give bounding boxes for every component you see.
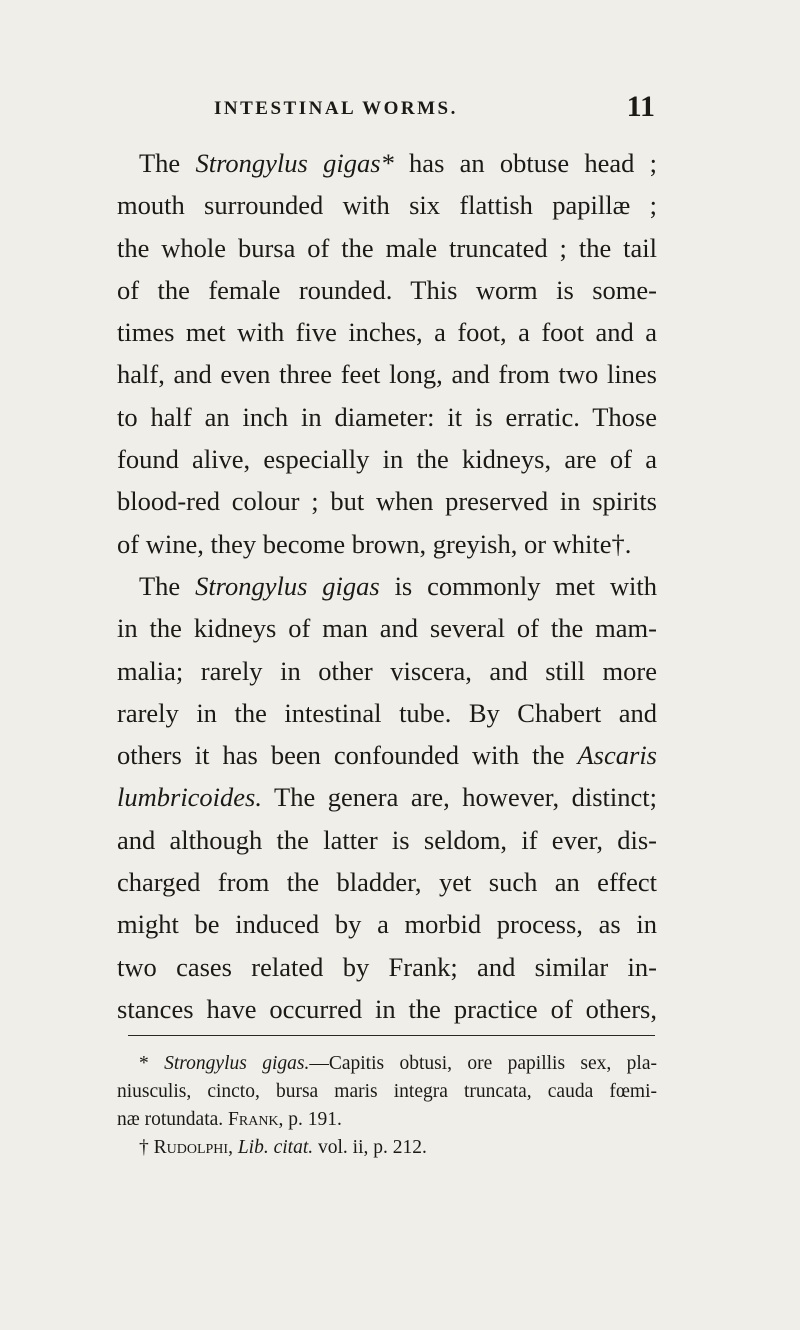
paragraph-1 — [117, 142, 657, 565]
italic-term: Strongylus gigas* — [195, 148, 394, 178]
text-line: The Strongylus gigas is commonly met with — [139, 570, 657, 601]
text-line: blood-red colour ; but when preserved in spirits — [117, 486, 657, 517]
italic-term: Lib. citat. — [232, 1137, 314, 1158]
body-text — [117, 142, 657, 1030]
text-line: times met with five inches, a foot, a foot and a — [117, 317, 657, 348]
italic-term: Ascaris — [577, 740, 657, 771]
text-line: might be induced by a morbid process, as in — [117, 909, 657, 940]
footnote-2-line: † Rudolphi, Lib. citat. vol. ii, p. 212. — [139, 1137, 427, 1158]
text-line: and although the latter is seldom, if ever, dis- — [117, 824, 657, 855]
text-line: stances have occurred in the practice of others, — [117, 993, 657, 1024]
text-line: mouth surrounded with six flattish papillæ ; — [117, 190, 657, 221]
running-title: INTESTINAL WORMS. — [214, 98, 458, 119]
page-number: 11 — [626, 90, 655, 123]
text-line: malia; rarely in other viscera, and still more — [117, 655, 657, 686]
footnote-mark: * — [139, 1053, 165, 1074]
text-line: found alive, especially in the kidneys, are of a — [117, 444, 657, 475]
text-line: charged from the bladder, yet such an effect — [117, 867, 657, 898]
italic-term: Strongylus gigas — [195, 570, 380, 601]
footnotes — [117, 1050, 657, 1162]
italic-term: Strongylus gigas. — [164, 1053, 310, 1074]
text-line: in the kidneys of man and several of the mam- — [117, 613, 657, 644]
text-line: lumbricoides. The genera are, however, distinct; — [117, 782, 657, 813]
italic-term: lumbricoides. — [117, 782, 262, 813]
text-line: others it has been confounded with the Ascaris — [117, 740, 657, 771]
footnote-1-line: næ rotundata. Frank, p. 191. — [117, 1109, 342, 1130]
text-line: of wine, they become brown, greyish, or white†. — [117, 528, 632, 559]
footnote-1-line: niusculis, cincto, bursa maris integra truncata, cauda fœmi- — [117, 1081, 657, 1102]
text-line: to half an inch in diameter: it is erratic. Those — [117, 401, 657, 432]
text-line: rarely in the intestinal tube. By Chabert and — [117, 697, 657, 728]
paragraph-2 — [117, 565, 657, 1030]
footnote-1-line: * Strongylus gigas.—Capitis obtusi, ore papillis sex, pla- — [139, 1053, 657, 1074]
author-name: Rudolphi, — [153, 1137, 233, 1158]
page-header — [100, 90, 655, 126]
author-name: Frank, — [228, 1109, 284, 1130]
footnote-mark: † — [139, 1137, 154, 1158]
text-line: half, and even three feet long, and from two lines — [117, 359, 657, 390]
text-line: the whole bursa of the male truncated ; the tail — [117, 232, 657, 263]
text-line: The Strongylus gigas* has an obtuse head ; — [139, 148, 658, 178]
text-line: of the female rounded. This worm is some- — [117, 274, 657, 305]
footnote-rule — [128, 1035, 655, 1036]
text-line: two cases related by Frank; and similar in- — [117, 951, 657, 982]
